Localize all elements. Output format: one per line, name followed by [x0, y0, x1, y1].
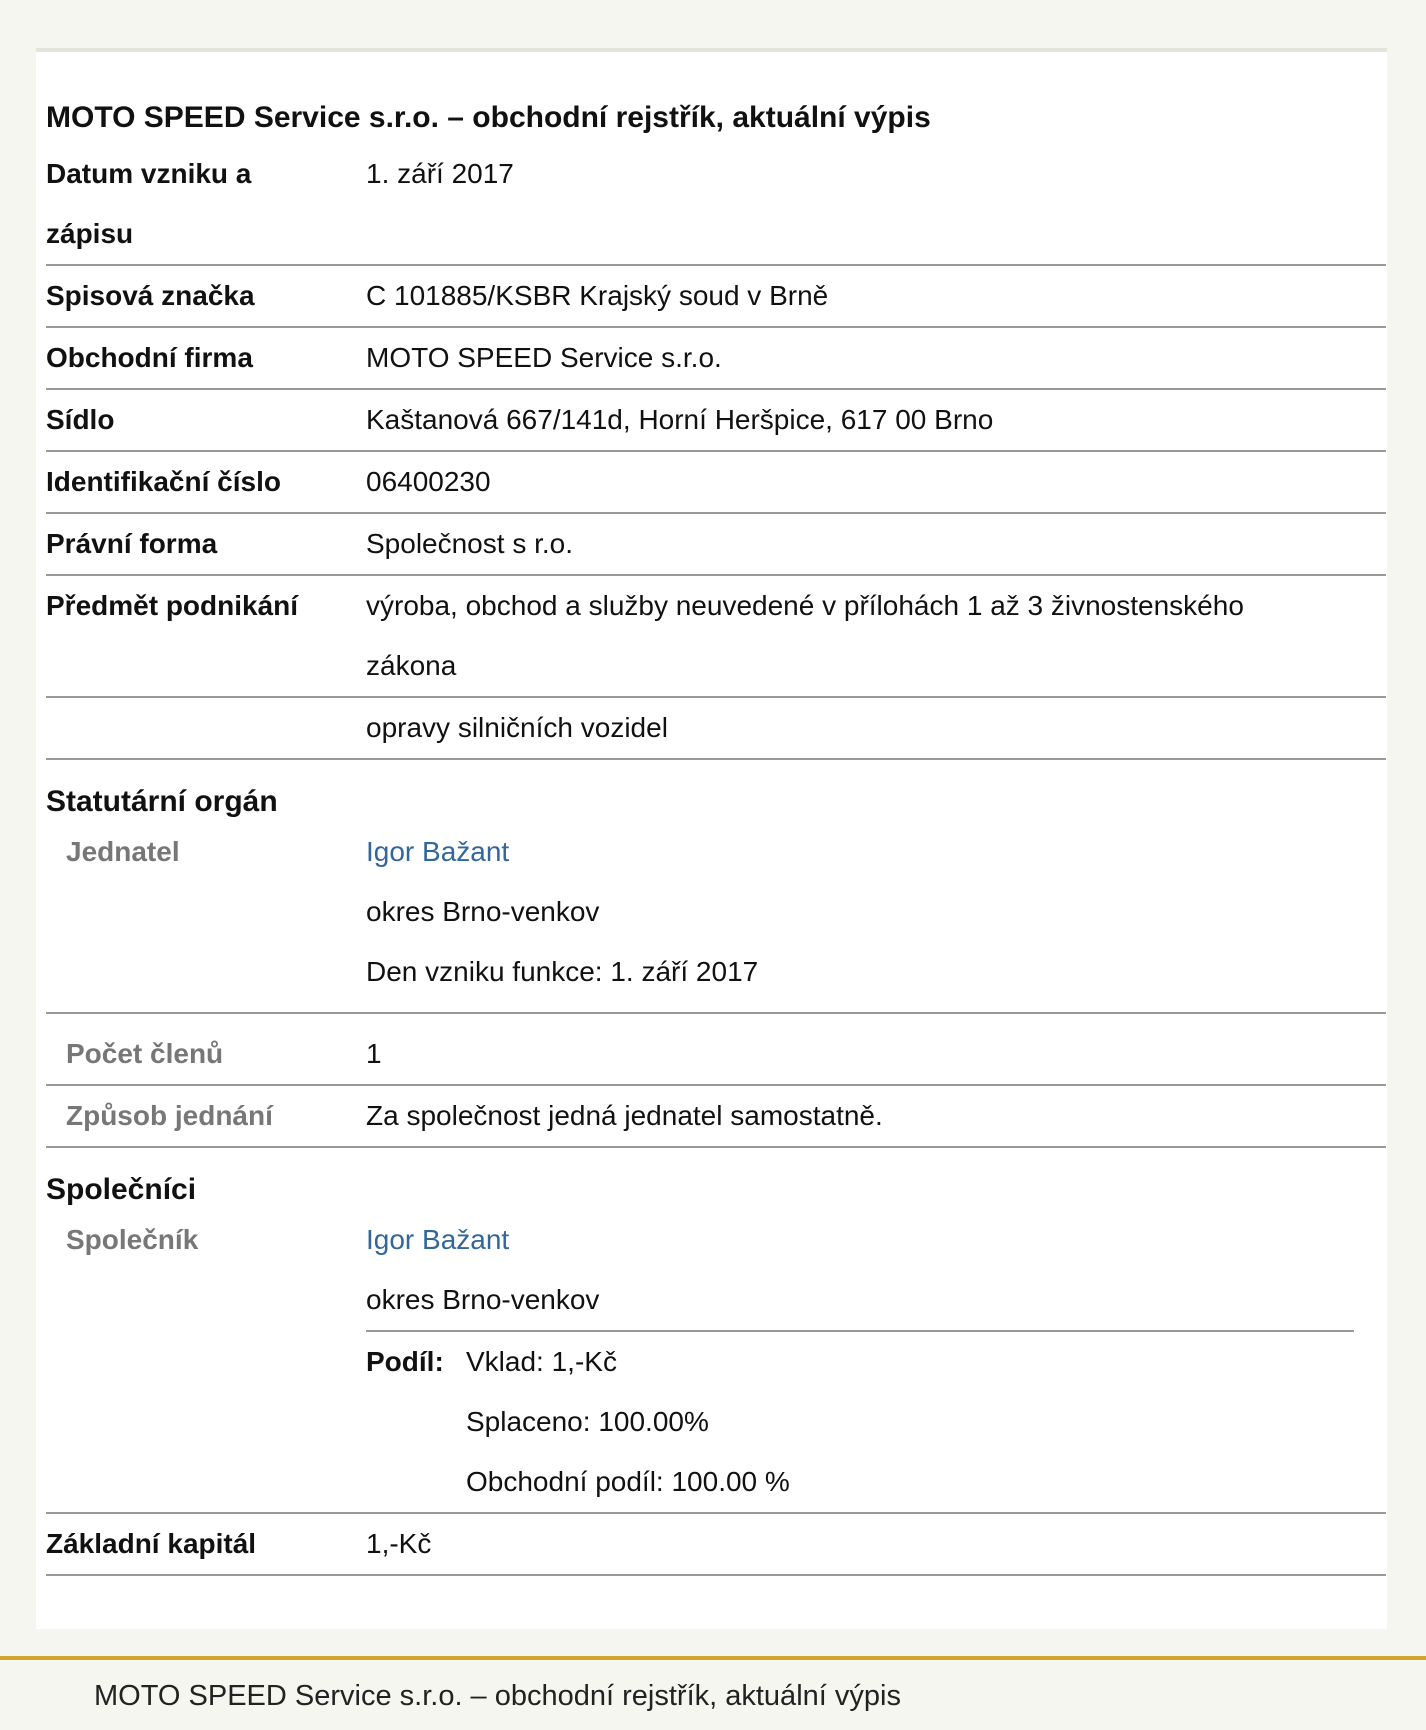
executive-details [366, 822, 1386, 1012]
row-label: Předmět podnikání [46, 590, 299, 621]
row-business-activity [46, 576, 1386, 698]
row-identification-number [46, 452, 1386, 514]
row-value: 1,-Kč [366, 1528, 432, 1559]
partner-details [366, 1210, 1386, 1512]
row-label: Sídlo [46, 404, 115, 435]
person-link[interactable]: Igor Bažant [366, 836, 510, 867]
row-label: Základní kapitál [46, 1528, 257, 1559]
partners-heading: Společníci [46, 1173, 197, 1206]
share-paid: Splaceno: 100.00% [466, 1406, 709, 1437]
row-share-capital [46, 1514, 1386, 1576]
function-start: Den vzniku funkce: 1. září 2017 [366, 956, 759, 987]
row-value: 1 [366, 1038, 382, 1069]
share-label: Podíl: [366, 1346, 444, 1377]
row-value: Společnost s r.o. [366, 528, 574, 559]
row-label [46, 698, 366, 758]
row-label: Počet členů [66, 1038, 224, 1069]
row-business-name [46, 328, 1386, 390]
register-card [36, 48, 1387, 1629]
row-value: C 101885/KSBR Krajský soud v Brně [366, 280, 829, 311]
person-district: okres Brno-venkov [366, 1284, 600, 1315]
row-label: Způsob jednání [66, 1100, 273, 1131]
row-executive [46, 822, 1386, 1014]
row-label: Právní forma [46, 528, 218, 559]
row-file-number [46, 266, 1386, 328]
row-label: Datum vzniku a zápisu [46, 158, 252, 249]
row-manner-of-acting [46, 1086, 1386, 1148]
row-value: 06400230 [366, 466, 491, 497]
row-value: opravy silničních vozidel [366, 712, 668, 743]
page-title: MOTO SPEED Service s.r.o. – obchodní rejstřík, aktuální výpis [46, 101, 931, 134]
role-label: Společník [66, 1224, 199, 1255]
share-lines [466, 1332, 1354, 1512]
share-deposit: Vklad: 1,-Kč [466, 1346, 617, 1377]
row-business-activity-2 [46, 698, 1386, 760]
share-business-share: Obchodní podíl: 100.00 % [466, 1466, 790, 1497]
row-label: Obchodní firma [46, 342, 253, 373]
statutory-heading: Statutární orgán [46, 785, 278, 818]
row-value: Za společnost jedná jednatel samostatně. [366, 1100, 883, 1131]
row-value: 1. září 2017 [366, 158, 514, 189]
row-label: Spisová značka [46, 280, 255, 311]
row-legal-form [46, 514, 1386, 576]
row-registered-office [46, 390, 1386, 452]
person-district: okres Brno-venkov [366, 896, 600, 927]
person-link[interactable]: Igor Bažant [366, 1224, 510, 1255]
role-label: Jednatel [66, 836, 180, 867]
footer-divider [0, 1656, 1426, 1660]
row-value: MOTO SPEED Service s.r.o. [366, 342, 722, 373]
row-value: výroba, obchod a služby neuvedené v přílohách 1 až 3 živnostenského zákona [366, 590, 1244, 681]
row-label: Identifikační číslo [46, 466, 281, 497]
share-block [366, 1330, 1354, 1512]
row-member-count [46, 1014, 1386, 1086]
row-partner [46, 1210, 1386, 1514]
row-date-of-establishment [46, 144, 1386, 266]
row-value: Kaštanová 667/141d, Horní Heršpice, 617 00 Brno [366, 404, 994, 435]
register-content [46, 52, 1386, 1576]
footer-title: MOTO SPEED Service s.r.o. – obchodní rejstřík, aktuální výpis [94, 1680, 901, 1712]
